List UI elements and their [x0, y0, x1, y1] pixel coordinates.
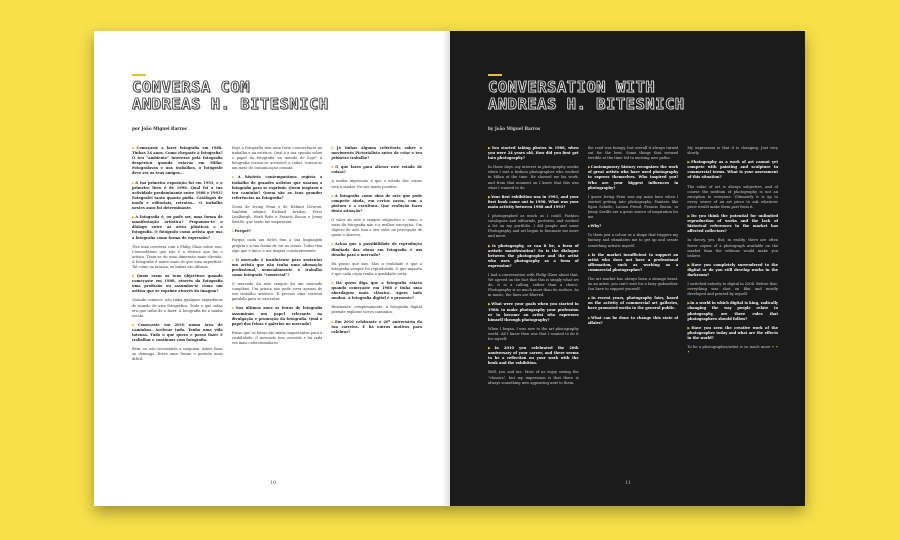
question-paragraph [588, 224, 679, 229]
question-paragraph [232, 175, 323, 200]
question-paragraph [687, 326, 778, 341]
paragraph-text: Is photography, or can it be, a form of artistic manifestation? So is the dialogue between the photographer and the artist who uses photography as a form of expression? [488, 243, 579, 268]
paragraph-text: The art market has always been a strange beast. As an artist, you can't wait for a fairy godmother. You have to support yourself. [587, 276, 679, 292]
paragraph-text: When I began, I was new to the art photography world. All I knew then was that I wanted to do it for myself. [488, 326, 579, 341]
triangle-bullet-icon: ▶ [132, 274, 137, 279]
question-paragraph [488, 195, 579, 210]
paragraph-text: I switched entirely to digital in 2004. Before that, everything was shot on film and mostly developed and printed by myself. [687, 282, 779, 297]
paragraph-text: A fotografia é, ou pode ser, uma forma de manifestação artística? Propomos-te o diálogo entre as artes plásticas e a fotografia. O fotógrafo como artista que usa a fotografia como forma de expressão? [132, 215, 223, 240]
column-2 [588, 146, 679, 466]
answer-paragraph [232, 282, 323, 302]
question-paragraph [331, 242, 422, 257]
column-1 [488, 146, 579, 466]
answer-paragraph [588, 277, 679, 292]
triangle-bullet-icon: ▶ [587, 252, 592, 257]
question-paragraph [687, 214, 778, 234]
paragraph-text: O mercado é insuficiente para sustentar um artista que não tenha uma afirmação profissional, nomeadamente o trabalho como fotógrafo "comercial"? [231, 257, 323, 277]
answer-paragraph [687, 345, 778, 355]
answer-paragraph [588, 146, 679, 161]
paragraph-text: In a world in which digital is king, radically changing the way people relate to photography, are there rules that photographers should follow? [687, 301, 779, 321]
question-paragraph [331, 165, 422, 175]
question-paragraph [687, 160, 778, 180]
article-columns [132, 146, 422, 466]
answer-paragraph [687, 185, 778, 210]
question-paragraph [132, 181, 223, 212]
paragraph-text: Penso que as feiras são muito importantes para a visibilidade. O mercado tem crescido e há cada vez mais coleccionadores. [231, 330, 323, 345]
page-title [132, 79, 329, 113]
paragraph-text: A história contemporânea regista a trabalho de grandes artistas que usaram a fotografia para se exprimir. Quem inspirou o teu caminho? Quem são os teus grandes referências na fotografia? [231, 175, 323, 200]
column-3 [331, 146, 422, 466]
triangle-bullet-icon: ▶ [687, 301, 691, 306]
answer-paragraph [232, 205, 323, 225]
triangle-bullet-icon: ▶ [587, 296, 592, 301]
question-paragraph [331, 281, 422, 301]
paragraph-text: Is the market insufficient to support an artist who does not have a professional affirmation, such as working as a commercial photographer? [587, 252, 679, 272]
title-line-2: ANDREAS H. BITESNICH [488, 95, 685, 113]
triangle-bullet-icon: ▶ [331, 165, 336, 170]
paragraph-text: A minha impressão é que o estado das coisas está a mudar. Eu sou muito positivo. [331, 179, 423, 189]
paragraph-text: O valor da arte é sempre subjectivo e, claro, o meio da fotografia não é a melhor excepção. Um objecto de arte tem o seu valor na percepção de quem o observa. [331, 218, 423, 238]
question-paragraph [132, 323, 223, 343]
triangle-bullet-icon: ▶ [587, 315, 592, 320]
question-paragraph [132, 215, 223, 240]
paragraph-text: Já tinhas alguma referência sobre o movimento Pictorialista antes de criar o teu primeiro trabalho? [331, 146, 423, 161]
answer-paragraph [488, 214, 579, 239]
triangle-bullet-icon: ▶ [132, 322, 138, 327]
paragraph-text: Porque cada um deles tem a sua linguagem própria e a sua forma de ver as coisas. Todos têm algo que é único e me inspira constantemente. [231, 238, 323, 253]
question-paragraph [331, 320, 422, 335]
question-paragraph [488, 346, 579, 366]
paragraph-text: I photographed as much as I could. Fashion catalogues and editorials, portraits, and worked a lot on my portfolio. I did people and some Photography and art began to fascinate me more and more. [488, 214, 579, 239]
triangle-bullet-icon: ▶ [231, 175, 238, 180]
answer-paragraph [488, 273, 579, 298]
article-columns [488, 146, 778, 466]
paragraph-text: The value of art is always subjective, and of course the medium of photography is not an exception to everyone. Ultimately it is up to every owner of an art piece to ask whatever price would make them part from it. [687, 184, 779, 209]
question-paragraph [132, 146, 223, 177]
column-2 [232, 146, 323, 466]
answer-paragraph [232, 238, 323, 253]
triangle-bullet-icon: ▶ [587, 224, 591, 229]
paragraph-text: Gosto de Irving Penn e de Helmut Newton. Também admiro Richard Avedon, Peter Lindbergh, Herb Ritts e Francis Bacon e Jenny Saville, que tanto me inspiraram. [231, 204, 323, 225]
question-paragraph [488, 302, 579, 322]
paragraph-text: I guess Irving Penn was my main hero when I started getting into photography. Painters like Egon Schiele, Lucian Freud, Francis Bacon, or Jenny Saville are a great source of inspiration for me. [587, 194, 679, 220]
triangle-bullet-icon: ▶ [488, 146, 492, 150]
paragraph-text: In 2010 you celebrated the 20th anniversary of your career, and there seems to be a reflection on your work with the book and the exhibition. [488, 346, 579, 366]
page-left [94, 31, 450, 506]
paragraph-text: Do you think the potential for unlimited reproduction of works and the lack of historical references in the market has affected collectors? [687, 214, 779, 234]
question-paragraph [588, 316, 679, 326]
paragraph-text: Há quem diga que a fotografia estava quando começaste em 1988 e tinha uma abordagem mais clássica. Agora tudo mudou. A fotografia digital é o presente? [331, 280, 423, 301]
triangle-bullet-icon: ▶ [231, 257, 236, 262]
triangle-bullet-icon: ▶ [587, 165, 591, 170]
answer-paragraph [331, 179, 422, 189]
question-paragraph [687, 301, 778, 321]
triangle-bullet-icon: ▶ [687, 160, 692, 165]
page-number: 11 [625, 480, 632, 486]
triangle-bullet-icon: ▶ [231, 306, 236, 311]
question-paragraph [588, 253, 679, 273]
page-number: 10 [270, 480, 277, 486]
triangle-bullet-icon: ▶ [331, 280, 336, 285]
paragraph-text: You started taking photos in 1988, when you were 24 years old. How did you first get into photography? [488, 146, 579, 161]
answer-paragraph [588, 233, 679, 248]
answer-paragraph [488, 165, 579, 190]
question-paragraph [331, 194, 422, 214]
answer-paragraph [132, 245, 223, 270]
title-accent-rule [488, 74, 502, 76]
question-paragraph [232, 229, 323, 234]
paragraph-text: To them just a colour or a shape that triggers my fantasy and stimulates me to get up and create something artistic myself. [587, 233, 679, 248]
question-paragraph [331, 146, 422, 161]
paragraph-text: Well, you and me. Most of us enjoy seeing the "classics", but my impression is that there is always something new appearing next to them. [488, 370, 579, 385]
triangle-bullet-icon: ▶ [488, 194, 492, 199]
triangle-bullet-icon: ▶ [488, 243, 493, 248]
paragraph-text: Realmente, completamente. A fotografia digital permite explorar novos caminhos. [331, 305, 423, 315]
paragraph-text: What can be done to change this state of affairs? [587, 315, 679, 325]
byline: por João Miguel Barros [132, 126, 187, 131]
triangle-bullet-icon: ▶ [132, 180, 136, 185]
paragraph-text: Why? [590, 224, 602, 229]
title-line-2: ANDREAS H. BITESNICH [132, 95, 329, 113]
triangle-bullet-icon: ▶ [132, 215, 136, 220]
paragraph-text: A fotografia como obra de arte que pode competir ainda, em certos casos, com a pintura e a escultura. Que evolução fazes desta situação? [331, 193, 423, 213]
paragraph-text: To be a photographer/artist is so much more [687, 345, 771, 349]
question-paragraph [588, 296, 679, 311]
paragraph-text: Photography as a work of art cannot yet compete with painting and sculpture in commercial terms. What is your assessment of this situation? [687, 160, 779, 180]
question-paragraph [687, 263, 778, 278]
triangle-bullet-icon: ▶ [687, 262, 692, 267]
question-paragraph [232, 258, 323, 278]
paragraph-text: Eu penso que sim. Mas a realidade é que a fotografia sempre foi reproduzida. O que importa é que cada cópia tenha a qualidade certa. [331, 261, 423, 276]
paragraph-text: Começaste em 2010 numa área de caminhos. Acelerar tudo. Tenho uma vida intensa. Tudo o que quero e posso fazer é trabalhar e continuar com fotografia. [132, 322, 223, 343]
magazine-spread [94, 31, 805, 506]
paragraph-text: Em 2010 celebraste o 20º aniversário da tua carreira. E há outros motivos para celebrar? [331, 319, 423, 334]
answer-paragraph [331, 262, 422, 277]
title-line-1: CONVERSATION WITH [488, 78, 656, 96]
question-paragraph [588, 165, 679, 190]
paragraph-text: the road was bumpy, but overall it always turned out for the best. Some things that seemed terrible at the time led to exciting new paths. [587, 146, 679, 161]
paragraph-text: Hoje a fotografia tem uma forte concorrência no trabalho e na estética. Qual é a tua opinião sobre o papel da fotografia no mundo de hoje? A fotografia tornou-se acessível a todos, tornou-se um meio de comunicação comum. [231, 146, 323, 171]
paragraph-text: My impression is that it is changing. Just very slowly. [687, 146, 779, 156]
triangle-bullet-icon: ▶ [331, 193, 335, 198]
paragraph-text: Achas que a possibilidade de reprodução ilimitada das obras em fotografia é um desafio para o mercado? [331, 242, 423, 257]
triangle-bullet-icon: ▶ [231, 229, 235, 234]
triangle-bullet-icon: ▶ [488, 346, 495, 351]
answer-paragraph [331, 218, 422, 238]
question-paragraph [488, 244, 579, 269]
paragraph-text: Nos últimos anos as feiras de fotografia assumiram um papel relevante na divulgação e promoção da fotografia. Qual o papel das feiras e galerias no mercado? [231, 306, 323, 326]
paragraph-text: A tua primeira exposição foi em 1993, e o primeiro livro é de 1998. Qual foi a tua actividade predominante entre 1988 e 1993? Fotografei tanto quanto podia. Catálogos de moda e editoriais, retratos... O trabalho nestes anos foi determinante. [132, 180, 223, 211]
answer-paragraph [588, 195, 679, 220]
question-paragraph [132, 274, 223, 294]
answer-paragraph [488, 327, 579, 342]
paragraph-text: What were your goals when you started in 1988: to make photography your profession or to become an artist who expresses himself through photography? [488, 302, 579, 322]
paragraph-text: In recent years, photography fairs, based on the activity of commercial art galleries, have promoted works to the general public. [587, 296, 679, 311]
answer-paragraph [687, 238, 778, 258]
paragraph-text: Your first exhibition was in 1993, and your first book came out in 1998. What was your main activity between 1988 and 1993? [488, 194, 579, 209]
answer-paragraph [132, 298, 223, 318]
answer-paragraph [232, 331, 323, 346]
paragraph-text: Quais eram os teus objectivos quando começaste em 1988, através da fotografia uma profissão ou assumias-te como um artista que se exprime através da imagem? [132, 274, 223, 294]
triangle-bullet-icon: ▶ [331, 146, 337, 150]
page-title [488, 79, 685, 113]
paragraph-text: Porquê? [234, 229, 251, 234]
triangle-bullet-icon: ▶ [687, 214, 692, 219]
paragraph-text: Quando comecei, não tinha qualquer experiência de mundo de arte fotográfica. Tudo o que sabia era que tinha de o fazer. A fotografia foi a minha escola. [132, 298, 223, 318]
paragraph-text: Começaste a fazer fotografia em 1988. Tinhas 24 anos. Como chegaste à fotografia? O teu "ambiente" interesse pela fotografia despertou quando estavas em Milão. Fotografavas e nos trabalhos, o fotógrafo deve ser os teus amigos... [132, 146, 223, 176]
question-paragraph [232, 306, 323, 326]
paragraph-text: Tive uma conversa com o Philip Glass sobre isso. Concordámos que não é a técnica que faz o artista. Trata-se de uma dimensão mais elevada. A fotografia é muito mais do que uma superfície. Tal como na música, as linhas são difusas. [132, 244, 223, 269]
triangle-bullet-icon: ▶ [331, 319, 336, 324]
column-3 [687, 146, 778, 466]
answer-paragraph [132, 347, 223, 362]
answer-paragraph [331, 305, 422, 315]
paragraph-text: In theory, yes. But, in reality, there are often fewer copies of a photograph available on the market than the editions would make you believe. [687, 238, 779, 258]
title-line-1: CONVERSA COM [132, 78, 250, 96]
triangle-bullet-icon: ▶ [132, 146, 137, 150]
answer-paragraph [488, 370, 579, 385]
answer-paragraph [687, 282, 778, 297]
question-paragraph [488, 146, 579, 161]
paragraph-text: I had a conversation with Philip Glass about that. We agreed on the fact that this is simply what we do: it is a calling, rather than a choice. Photography is so much more than its surface. As in music, the lines are blurred. [488, 272, 579, 298]
paragraph-text: O mercado da arte sempre foi um mercado complexo. Um artista não pode viver apenas do seu trabalho artístico. É preciso uma carreira paralela para se sustentar. [231, 282, 323, 302]
triangle-bullet-icon: ▶ [488, 302, 492, 307]
title-accent-rule [132, 74, 146, 76]
answer-paragraph [687, 146, 778, 156]
column-1 [132, 146, 223, 466]
end-mark-icon: • • • [687, 345, 779, 355]
paragraph-text: Have you seen the creative work of the photographer today and what are the effects in the world? [687, 325, 779, 340]
triangle-bullet-icon: ▶ [687, 325, 692, 330]
byline: by João Miguel Barros [488, 126, 541, 131]
paragraph-text: Contemporary history recognizes the work of great artists who have used photography to express themselves. Who inspired you? Who are your biggest influences in photography? [587, 165, 679, 190]
paragraph-text: In those days, my interest in photography awoke when I met a fashion photographer who worked in Milan at the time. He showed me his work, and from that moment on I knew that this was what I wanted to do. [488, 165, 579, 190]
paragraph-text: Have you completely surrendered to the digital or do you still develop works in the darkroom? [687, 262, 779, 277]
triangle-bullet-icon: ▶ [331, 242, 336, 247]
page-right [450, 31, 805, 506]
gutter-shadow [442, 31, 450, 506]
paragraph-text: O que fazes para alterar este estado de coisas? [331, 165, 423, 175]
answer-paragraph [232, 146, 323, 171]
paragraph-text: Bem, eu não recomendo a ninguém. Antes fazia ao domingo. Estes anos foram o período mais difícil. [132, 347, 223, 362]
